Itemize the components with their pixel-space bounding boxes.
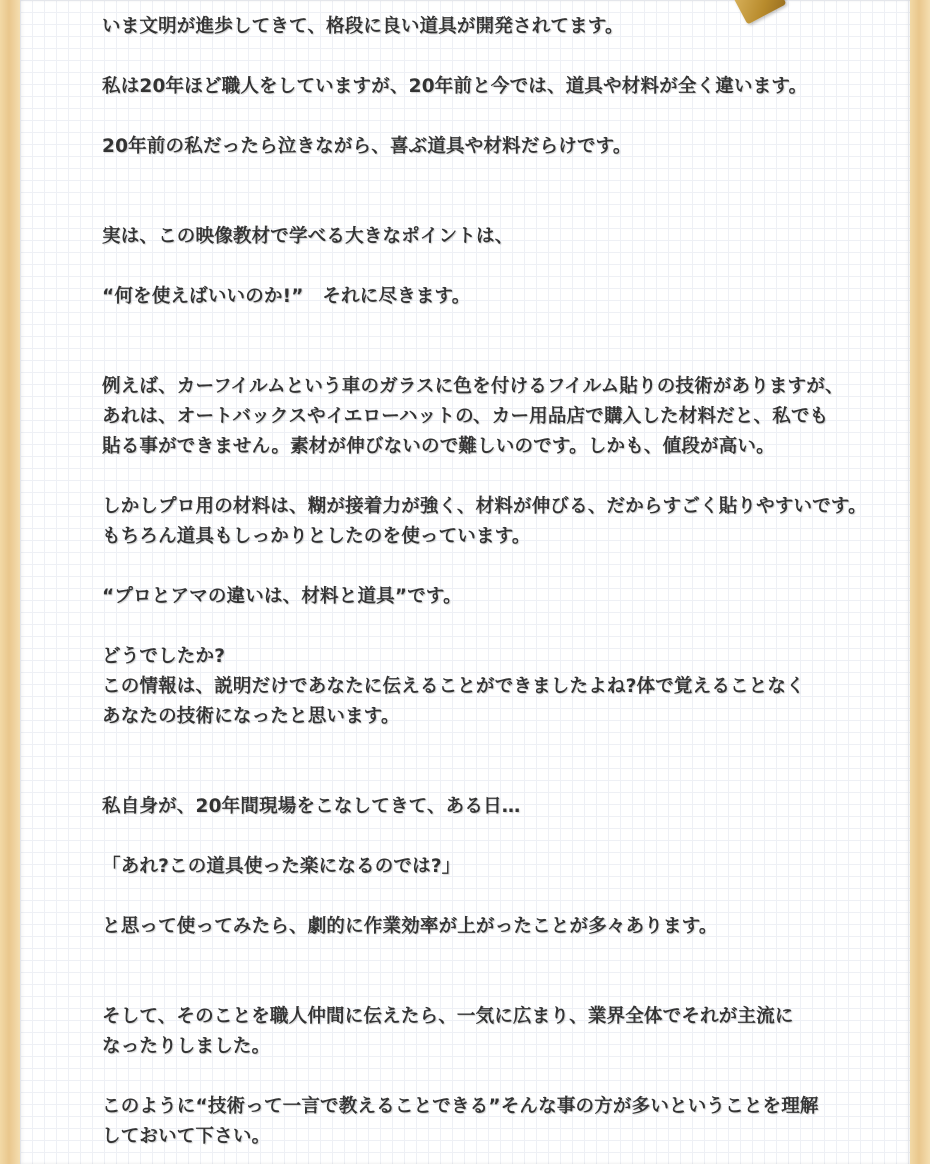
article-line: どうでしたか?	[102, 646, 226, 667]
article-line: 実は、この映像教材で学べる大きなポイントは、	[102, 226, 514, 247]
article-line: “プロとアマの違いは、材料と道具”です。	[102, 586, 462, 607]
article-line: しかしプロ用の材料は、糊が接着力が強く、材料が伸びる、だからすごく貼りやすいです。	[102, 496, 867, 517]
article-line: あなたの技術になったと思います。	[102, 706, 400, 727]
article-line: 私は20年ほど職人をしていますが、20年前と今では、道具や材料が全く違います。	[102, 76, 808, 97]
article-line: 私自身が、20年間現場をこなしてきて、ある日…	[102, 796, 521, 817]
article-line: しておいて下さい。	[102, 1126, 271, 1147]
right-wood-border	[910, 0, 930, 1164]
article-line: と思って使ってみたら、劇的に作業効率が上がったことが多々あります。	[102, 916, 718, 937]
article-line: そして、そのことを職人仲間に伝えたら、一気に広まり、業界全体でそれが主流に	[102, 1006, 794, 1027]
article-line: 貼る事ができません。素材が伸びないので難しいのです。しかも、値段が高い。	[102, 436, 775, 457]
article-line: 「あれ?この道具使った楽になるのでは?」	[102, 856, 461, 877]
article-line: このように“技術って一言で教えることできる”そんな事の方が多いということを理解	[102, 1096, 819, 1117]
article-line: なったりしました。	[102, 1036, 271, 1057]
article-line: あれは、オートバックスやイエローハットの、カー用品店で購入した材料だと、私でも	[102, 406, 829, 427]
left-wood-border	[0, 0, 20, 1164]
article-line: もちろん道具もしっかりとしたのを使っています。	[102, 526, 531, 547]
wooden-block-decoration	[734, 0, 787, 25]
article-line: いま文明が進歩してきて、格段に良い道具が開発されてます。	[102, 16, 624, 37]
article-line: “何を使えばいいのか!” それに尽きます。	[102, 286, 471, 307]
article-line: 20年前の私だったら泣きながら、喜ぶ道具や材料だらけです。	[102, 136, 632, 157]
article-line: 例えば、カーフイルムという車のガラスに色を付けるフイルム貼りの技術がありますが、	[102, 376, 844, 397]
grid-paper-background	[20, 0, 910, 1164]
article-line: この情報は、説明だけであなたに伝えることができましたよね?体で覚えることなく	[102, 676, 805, 697]
